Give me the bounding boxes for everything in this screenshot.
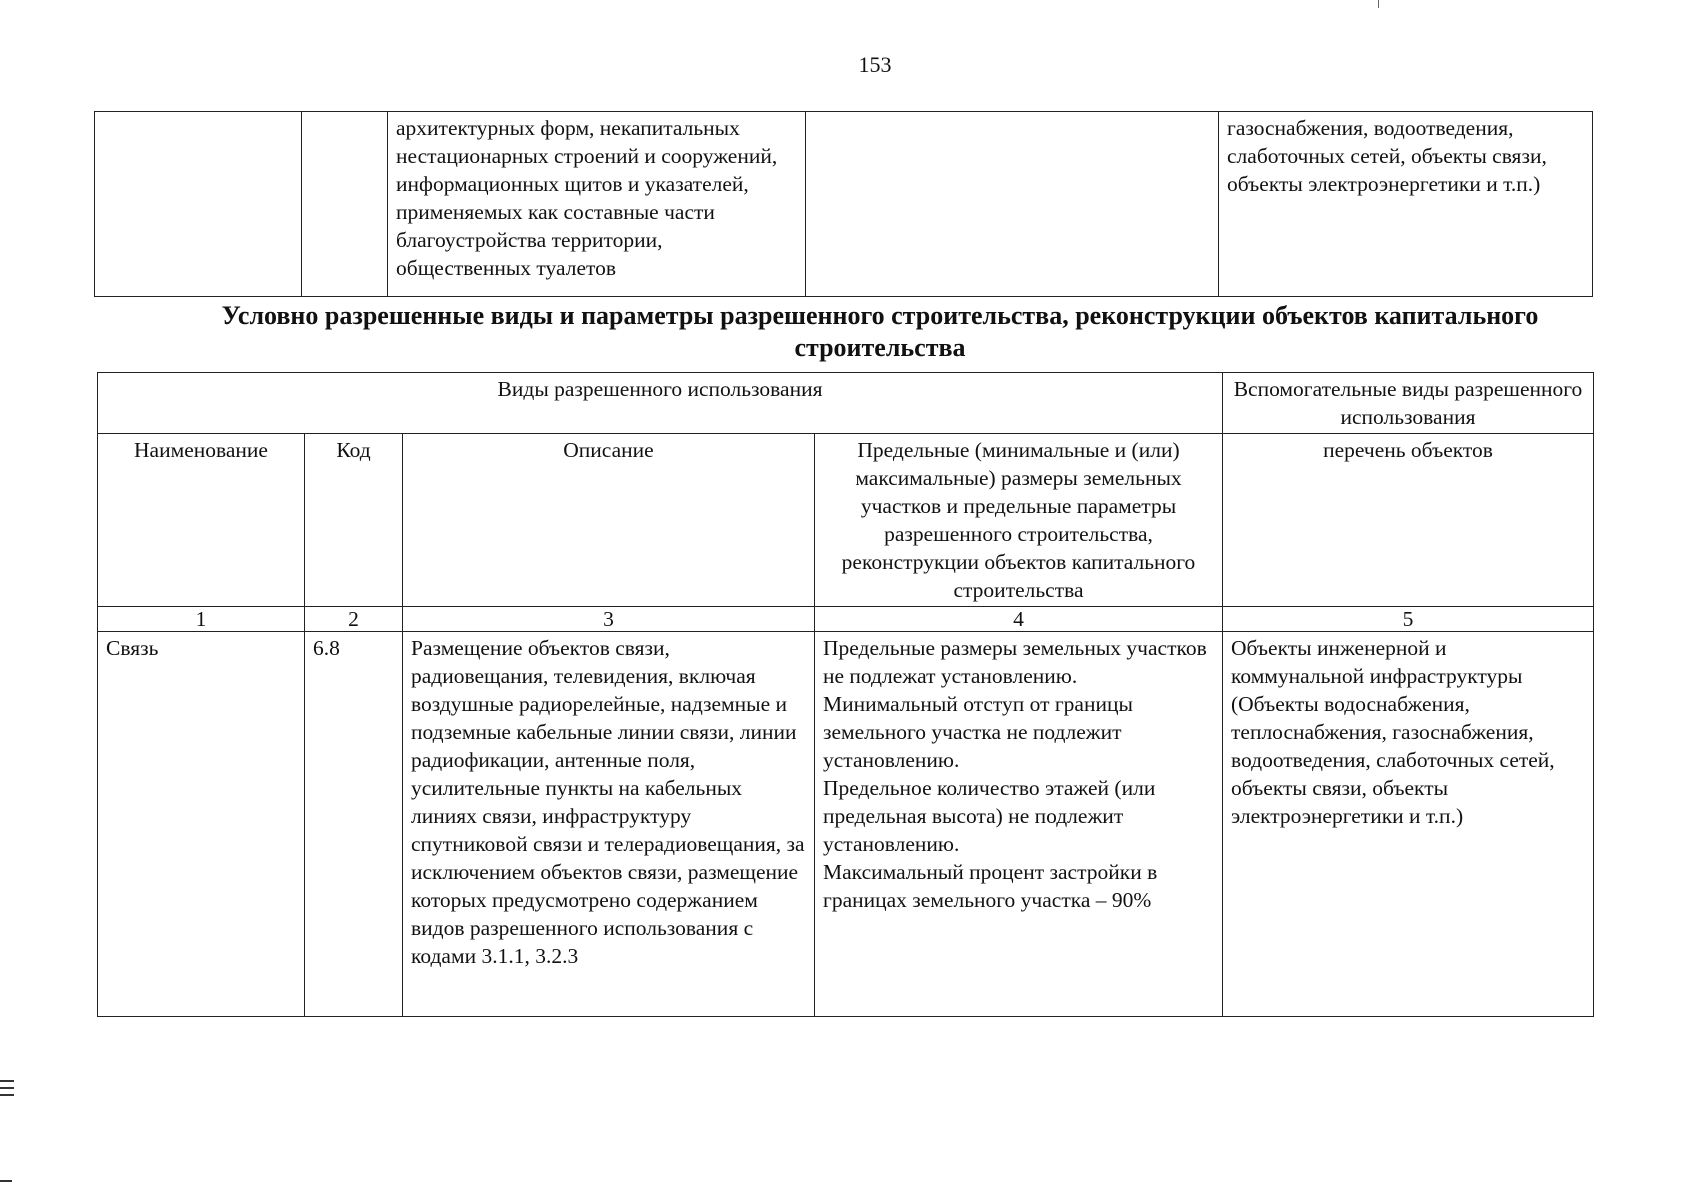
header-name: Наименование	[98, 434, 305, 607]
cell-objects: Объекты инженерной и коммунальной инфраструктуры (Объекты водоснабжения, теплоснабжения, газоснабжения, водоотведения, слаботочных сетей, объекты связи, объекты электроэнергетики и т.п.)	[1223, 632, 1594, 1017]
limit-item: Предельные размеры земельных участков не подлежат установлению.	[823, 636, 1207, 688]
land-use-table	[97, 372, 1594, 1017]
header-main-uses: Виды разрешенного использования	[98, 373, 1223, 434]
column-number-row	[98, 607, 1594, 632]
continuation-table	[94, 111, 1593, 297]
column-number: 3	[403, 607, 815, 632]
cell-name: Связь	[98, 632, 305, 1017]
header-limits: Предельные (минимальные и (или) максимальные) размеры земельных участков и предельные параметры разрешенного строительства, реконструкции объектов капитального строительства	[815, 434, 1223, 607]
section-title: Условно разрешенные виды и параметры разрешенного строительства, реконструкции объектов капитального строительства	[221, 301, 1539, 362]
page-number: 153	[858, 52, 892, 77]
cell-name	[95, 112, 302, 297]
header-objects: перечень объектов	[1223, 434, 1594, 607]
cell-code	[302, 112, 388, 297]
scan-mark	[1378, 0, 1379, 8]
limit-item: Максимальный процент застройки в границах земельного участка – 90%	[823, 860, 1158, 912]
column-number: 4	[815, 607, 1223, 632]
column-number: 5	[1223, 607, 1594, 632]
cell-objects: газоснабжения, водоотведения, слаботочных сетей, объекты связи, объекты электроэнергетики и т.п.)	[1219, 112, 1593, 297]
table-row	[98, 632, 1594, 1017]
table-group-header	[98, 373, 1594, 434]
header-description: Описание	[403, 434, 815, 607]
column-number: 1	[98, 607, 305, 632]
header-code: Код	[305, 434, 403, 607]
limit-item: Минимальный отступ от границы земельного участка не подлежит установлению.	[823, 692, 1133, 772]
cell-description: Размещение объектов связи, радиовещания, телевидения, включая воздушные радиорелейные, надземные и подземные кабельные линии связи, линии радиофикации, антенные поля, усилительные пункты на кабельных линиях связи, инфраструктуру спутниковой связи и телерадиовещания, за исключением объектов связи, размещение которых предусмотрено содержанием видов разрешенного использования с кодами 3.1.1, 3.2.3	[403, 632, 815, 1017]
cell-limits	[815, 632, 1223, 1017]
cell-description: архитектурных форм, некапитальных нестационарных строений и сооружений, информационных щитов и указателей, применяемых как составные части благоустройства территории, общественных туалетов	[388, 112, 806, 297]
cell-limits	[806, 112, 1219, 297]
header-aux-uses: Вспомогательные виды разрешенного использования	[1223, 373, 1594, 434]
column-number: 2	[305, 607, 403, 632]
cell-code: 6.8	[305, 632, 403, 1017]
table-row	[95, 112, 1593, 297]
table-column-header	[98, 434, 1594, 607]
margin-marks	[0, 1080, 14, 1101]
limit-item: Предельное количество этажей (или предельная высота) не подлежит установлению.	[823, 776, 1156, 856]
